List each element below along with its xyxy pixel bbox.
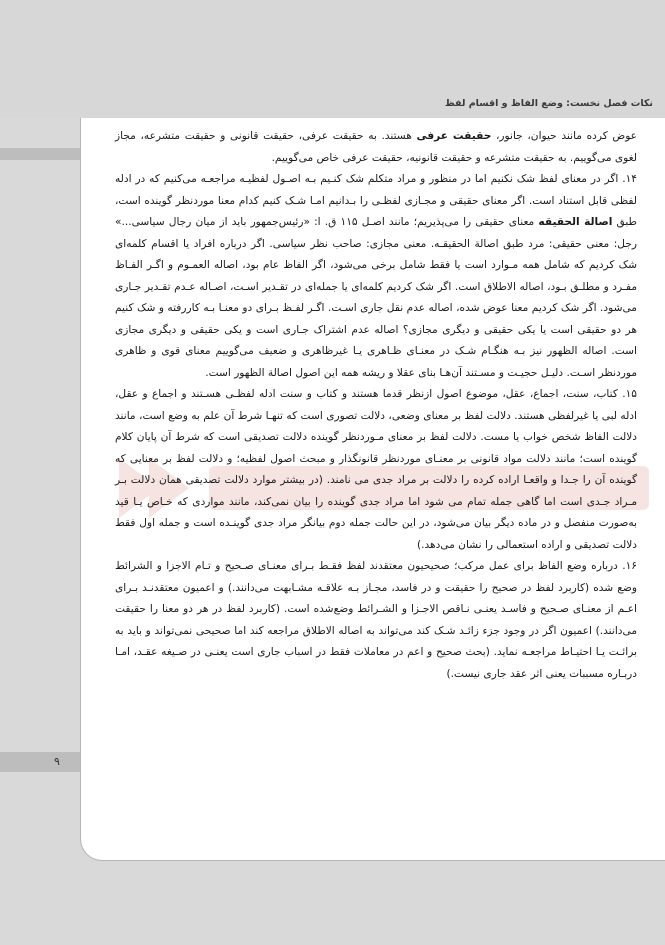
page-number: ۹ (54, 755, 60, 768)
body-text (115, 126, 637, 685)
paragraph-4: ۱۶. درباره وضع الفاظ برای عمل مرکب؛ صحیحیون معتقدند لفظ فقـط بـرای معنـای صـحیح و تـام الاجزا و الشرائط وضع شده (کاربرد لفظ در صحیح را حقیقت و در فاسد، مجـاز بـه علاقـه مشـابهت می‌دانند.) و اعمیون معتقدنـد بـرای اعـم از معنـای صـحیح و فاسـد یعنـی نـاقص الاجـزا و الشـرائط وضع‌شده است. (کاربرد لفظ در هر دو معنا را حقیقت می‌دانند.) اعمیون اگر در وجود جزء زائـد شـک کند می‌تواند به اصاله الاطلاق مراجعه کند اما صحیحی نمی‌تواند و باید به برائـت یـا احتیـاط مراجعـه نماید. (بحث صحیح و اعم در معاملات فقط در اسباب جاری است یعنـی در صـیغه عقـد، امـا دربـاره مسببات یعنی اثر عقد جاری نیست.) (115, 560, 637, 680)
paragraph-2: ۱۴. اگر در معنای لفظ شک نکنیم اما در منظور و مراد متکلم شک کنـیم بـه اصـول لفظیـه مراجعـه می‌کنیم که در ادله لفظی قابل استناد است. اگر معنای حقیقی و مجـازی لفظـی را بـدانیم امـا شـک کنیم کدام معنا موردنظر گوینده است، طبق اصالة الحقیقه معنای حقیقی را می‌پذیریم؛ مانند اصـل ۱۱۵ ق. ا: «رئیس‌جمهور باید از میان رجال سیاسی...» رجل: معنی حقیقی: مرد طبق اصالة الحقیقـه. معنی مجازی: صاحب نظر سیاسی. اگر درباره افراد یا اقسام کلمه‌ای شک کردیم که شامل همه مـوارد است یا فقط شامل برخی می‌شود، اگر الفاظ عام بود، اصاله العمـوم و اگـر الفـاظ مفـرد و مطلـق بـود، اصاله الاطلاق است. اگر شک کردیم کلمه‌ای یا جمله‌ای در تقـدیر اسـت، اصـاله عـدم تقـدیر جـاری می‌شود. اگر شک کردیم معنا عوض شده، اصاله عدم نقل جاری اسـت. اگـر لفـظ بـرای دو معنـا بـه کاررفته و شک کنیم هر دو حقیقی است یا یکی حقیقی و دیگری مجازی؟ اصاله عدم اشتراک جـاری است و یکی حقیقی و دیگری مجازی است. اصاله الظهور نیز بـه هنگـام شـک در معنـای ظـاهری یـا غیرظاهری و ضعیف می‌گوییم معنای قوی و ظاهری موردنظر اسـت. دلیـل حجیـت و مسـتند آن‌هـا بنای عقلا و ریشه همه این اصول اصالة الظهور است. (115, 173, 637, 379)
side-tab-top (0, 148, 80, 160)
page-content-area (80, 118, 665, 861)
side-tab-bottom (0, 752, 80, 772)
paragraph-1: عوض کرده مانند حیوان، جانور، حقیقت عرفی هستند. به حقیقت عرفی، حقیقت قانونی و حقیقت متشرعه، مجاز لغوی می‌گوییم. به حقیقت متشرعه و حقیقت قانونیه، حقیقت عرفی خاص می‌گوییم. (115, 130, 638, 164)
paragraph-3: ۱۵. کتاب، سنت، اجماع، عقل، موضوع اصول ازنظر قدما هستند و کتاب و سنت ادله لفظـی هسـتند و اجماع و عقل، ادله لبی یا غیرلفظی هستند. دلالت لفظ بر معنای وضعی، دلالت تصوری است که تنهـا شرط آن علم به وضع است، مانند دلالت الفاظ شخص خواب یا مست. دلالت لفظ بر معنای مـوردنظر گوینده دلالت تصدیقی است که شرط آن پایان کلام گوینده است؛ مانند دلالت مواد قانونی بر معنـای موردنظر قانونگذار و مبحث اصول لفظیه؛ و دلالت لفظ بر معنایی که گوینده آن را جـدا و واقعـا اراده کرده را دلالت بر مراد جدی می نامند. (در بیشتر موارد دلالت تصدیقی همان دلالت بـر مـراد جـدی است اما گاهی جمله تمام می شود اما مراد جدی گوینده را بیان نمی‌کند، مانند مواردی که خـاص یـا قید به‌صورت منفصل و در ماده دیگر بیان می‌شود، در این حالت جمله دوم بیانگر مراد جدی گوینـده است و جمله اول فقط دلالت تصدیقی و اراده استعمالی را نشان می‌دهد.) (115, 388, 637, 551)
running-header: نکات فصل نخست: وضع الفاظ و اقسام لفظ (444, 98, 653, 109)
